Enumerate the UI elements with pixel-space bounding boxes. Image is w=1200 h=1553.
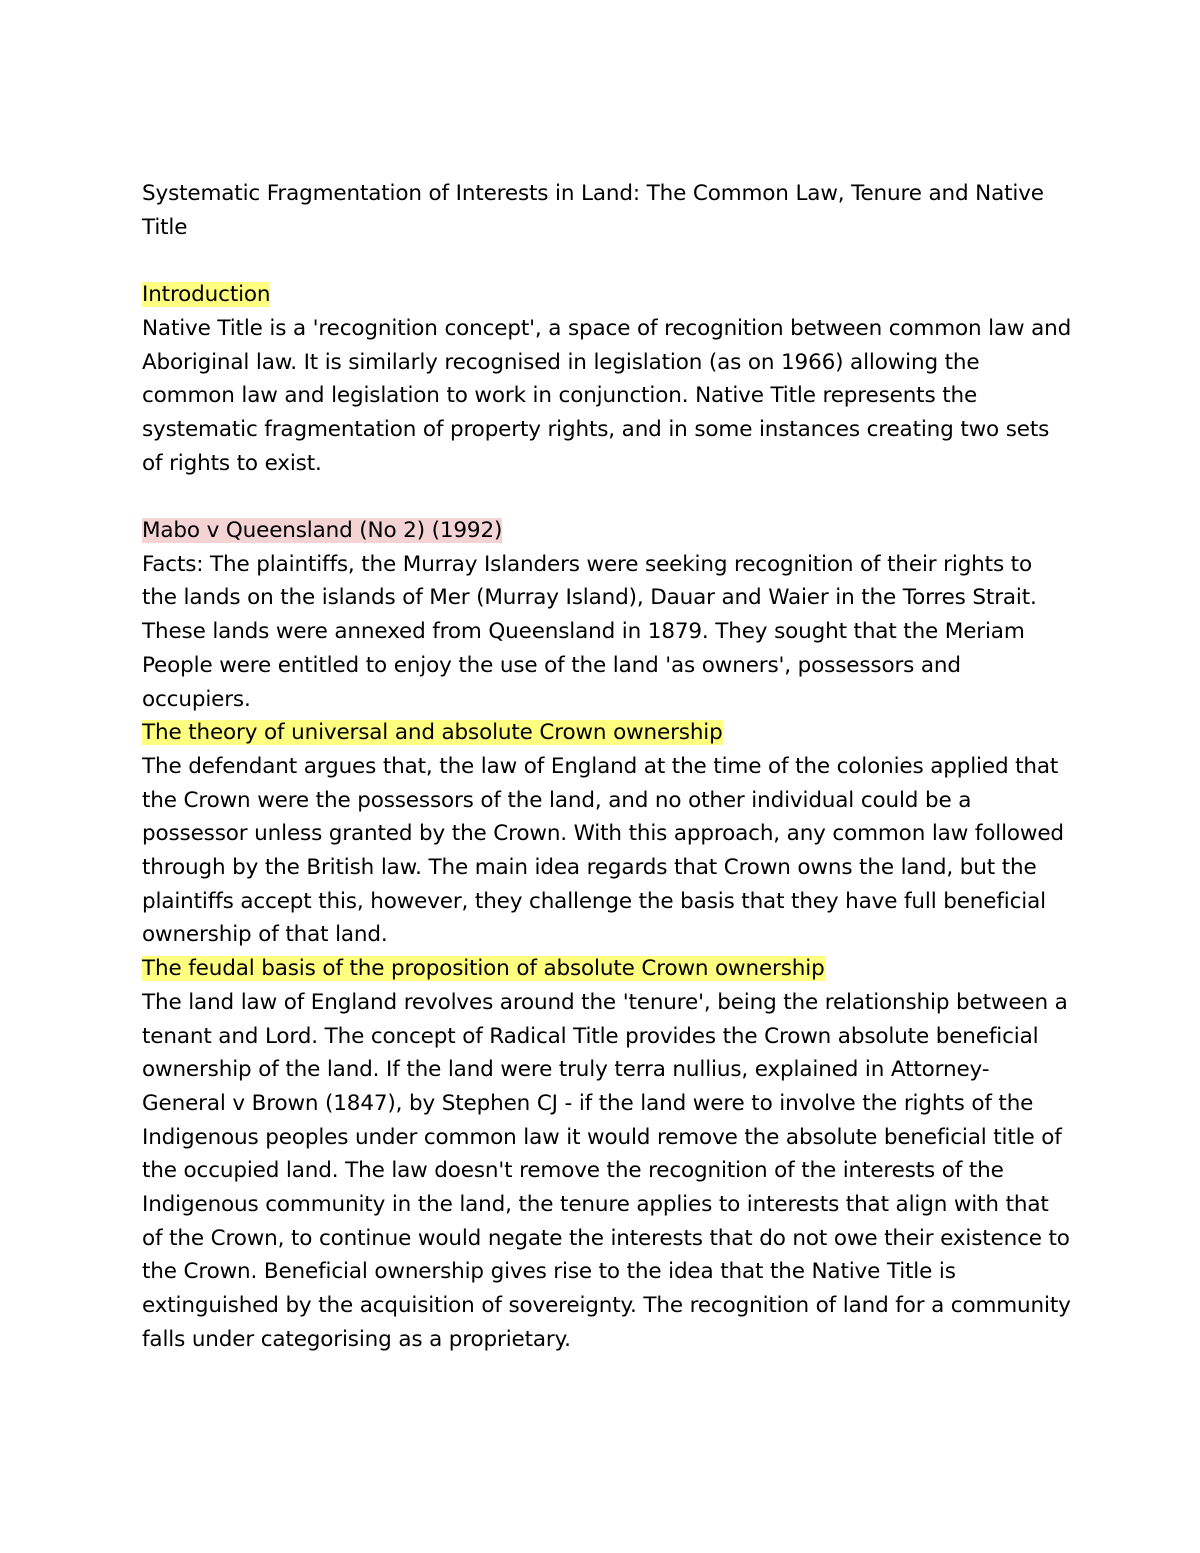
highlight-feudal-basis: The feudal basis of the proposition of absolute Crown ownership <box>142 956 825 982</box>
section-body-mabo: Facts: The plaintiffs, the Murray Islanders were seeking recognition of their rights to the lands on the islands of Mer (Murray Island), Dauar and Waier in the Torres Strait. These lands were annexed from Queensland in 1879. They sought that the Meriam People were entitled to enjoy the use of the land 'as owners', possessors and occupiers. <box>142 551 1037 712</box>
document-title: Systematic Fragmentation of Interests in Land: The Common Law, Tenure and Native Title <box>142 181 1044 240</box>
highlight-crown-ownership: The theory of universal and absolute Crown ownership <box>142 720 723 746</box>
section-heading-feudal-basis <box>142 952 1072 986</box>
highlight-introduction: Introduction <box>142 282 271 308</box>
section-body-introduction: Native Title is a 'recognition concept', a space of recognition between common law and Aboriginal law. It is similarly recognised in legislation (as on 1966) allowing the common law and legislation to work in conjunction. Native Title represents the systematic fragmentation of property rights, and in some instances creating two sets of rights to exist. <box>142 315 1072 476</box>
section-heading-mabo <box>142 514 1072 548</box>
spacer <box>142 480 1072 514</box>
section-body-feudal-basis: The land law of England revolves around the 'tenure', being the relationship between a tenant and Lord. The concept of Radical Title provides the Crown absolute beneficial ownership of the land. If the land were truly terra nullius, explained in Attorney-General v Brown (1847), by Stephen CJ - if the land were to involve the rights of the Indigenous peoples under common law it would remove the absolute beneficial title of the occupied land. The law doesn't remove the recognition of the interests of the Indigenous community in the land, the tenure applies to interests that align with that of the Crown, to continue would negate the interests that do not owe their existence to the Crown. Beneficial ownership gives rise to the idea that the Native Title is extinguished by the acquisition of sovereignty. The recognition of land for a community falls under categorising as a proprietary. <box>142 989 1071 1352</box>
section-heading-introduction <box>142 278 1072 312</box>
highlight-mabo: Mabo v Queensland (No 2) (1992) <box>142 518 503 543</box>
spacer <box>142 244 1072 278</box>
document-body <box>142 177 1072 1357</box>
section-heading-crown-ownership <box>142 716 1072 750</box>
section-body-crown-ownership: The defendant argues that, the law of England at the time of the colonies applied that the Crown were the possessors of the land, and no other individual could be a possessor unless granted by the Crown. With this approach, any common law followed through by the British law. The main idea regards that Crown owns the land, but the plaintiffs accept this, however, they challenge the basis that they have full beneficial ownership of that land. <box>142 753 1064 948</box>
